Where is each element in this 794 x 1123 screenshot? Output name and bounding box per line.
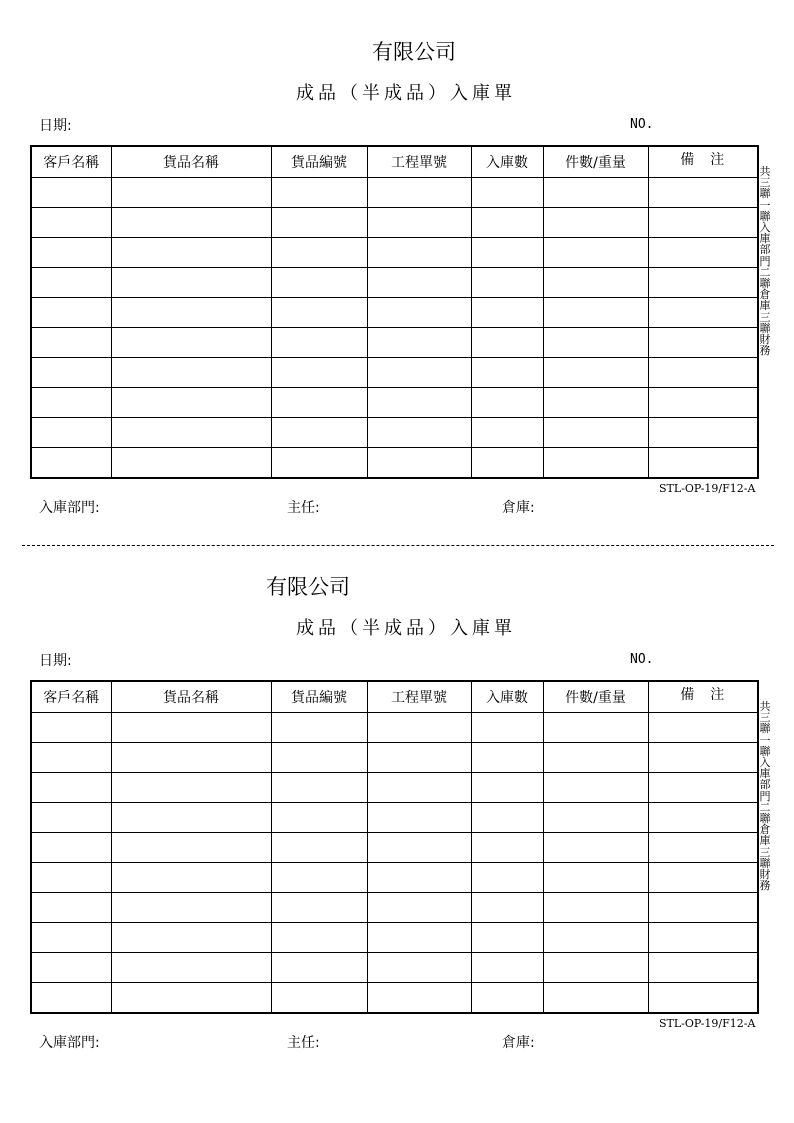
- table-cell[interactable]: [271, 983, 367, 1014]
- table-cell[interactable]: [471, 953, 543, 983]
- table-cell[interactable]: [111, 358, 271, 388]
- document-code: STL-OP-19/F12-A: [659, 482, 756, 495]
- table-cell[interactable]: [31, 983, 111, 1014]
- table-row: [31, 953, 758, 983]
- column-header-customer: 客戶名稱: [31, 146, 111, 178]
- table-cell[interactable]: [111, 328, 271, 358]
- table-cell[interactable]: [471, 803, 543, 833]
- table-cell[interactable]: [271, 418, 367, 448]
- table-cell[interactable]: [543, 238, 648, 268]
- table-cell[interactable]: [271, 358, 367, 388]
- table-row: [31, 743, 758, 773]
- date-label: 日期:: [39, 118, 72, 134]
- table-cell[interactable]: [471, 388, 543, 418]
- column-header-item-number: 貨品編號: [271, 681, 367, 713]
- table-cell[interactable]: [367, 863, 471, 893]
- table-cell[interactable]: [471, 208, 543, 238]
- table-cell[interactable]: [271, 268, 367, 298]
- table-cell[interactable]: [648, 208, 758, 238]
- table-cell[interactable]: [367, 418, 471, 448]
- table-row: [31, 803, 758, 833]
- table-row: [31, 328, 758, 358]
- table-row: [31, 418, 758, 448]
- table-cell[interactable]: [111, 923, 271, 953]
- table-cell[interactable]: [271, 388, 367, 418]
- table-row: [31, 833, 758, 863]
- table-cell[interactable]: [471, 178, 543, 208]
- column-header-customer: 客戶名稱: [31, 681, 111, 713]
- table-cell[interactable]: [271, 448, 367, 479]
- table-cell[interactable]: [648, 743, 758, 773]
- form-title: 成品（半成品）入庫單: [296, 83, 516, 104]
- table-cell[interactable]: [31, 388, 111, 418]
- signature-warehouse-label: 倉庫:: [502, 1035, 535, 1051]
- table-cell[interactable]: [471, 298, 543, 328]
- table-cell[interactable]: [111, 743, 271, 773]
- table-cell[interactable]: [367, 388, 471, 418]
- table-cell[interactable]: [648, 268, 758, 298]
- table-cell[interactable]: [471, 448, 543, 479]
- table-cell[interactable]: [648, 983, 758, 1014]
- table-cell[interactable]: [367, 358, 471, 388]
- table-cell[interactable]: [367, 448, 471, 479]
- column-header-item-name: 貨品名稱: [111, 681, 271, 713]
- table-cell[interactable]: [543, 298, 648, 328]
- company-name: 有限公司: [266, 575, 350, 599]
- warehouse-receipt-form-2: [0, 535, 794, 1065]
- table-cell[interactable]: [111, 983, 271, 1014]
- table-cell[interactable]: [471, 893, 543, 923]
- table-cell[interactable]: [111, 418, 271, 448]
- table-row: [31, 448, 758, 479]
- table-cell[interactable]: [543, 713, 648, 743]
- table-cell[interactable]: [31, 418, 111, 448]
- column-header-pieces-weight: 件數/重量: [543, 146, 648, 178]
- column-header-pieces-weight: 件數/重量: [543, 681, 648, 713]
- table-row: [31, 863, 758, 893]
- copy-distribution-note: 共三聯一聯入庫部門二聯倉庫三聯財務: [759, 700, 771, 893]
- table-cell[interactable]: [471, 713, 543, 743]
- table-cell[interactable]: [648, 833, 758, 863]
- table-cell[interactable]: [111, 238, 271, 268]
- table-cell[interactable]: [111, 298, 271, 328]
- table-cell[interactable]: [543, 983, 648, 1014]
- number-label: NO.: [630, 652, 654, 667]
- column-header-work-order: 工程單號: [367, 146, 471, 178]
- column-header-remarks: 備 注: [648, 681, 758, 713]
- number-label: NO.: [630, 117, 654, 132]
- table-cell[interactable]: [543, 358, 648, 388]
- signature-supervisor-label: 主任:: [287, 500, 320, 516]
- table-cell[interactable]: [543, 803, 648, 833]
- table-cell[interactable]: [543, 328, 648, 358]
- table-cell[interactable]: [271, 328, 367, 358]
- column-header-remarks: 備 注: [648, 146, 758, 178]
- table-cell[interactable]: [271, 923, 367, 953]
- table-cell[interactable]: [367, 773, 471, 803]
- table-cell[interactable]: [543, 773, 648, 803]
- table-cell[interactable]: [111, 713, 271, 743]
- document-code: STL-OP-19/F12-A: [659, 1017, 756, 1030]
- table-cell[interactable]: [648, 328, 758, 358]
- table-cell[interactable]: [543, 178, 648, 208]
- table-cell[interactable]: [367, 953, 471, 983]
- table-cell[interactable]: [271, 178, 367, 208]
- signature-dept-label: 入庫部門:: [39, 500, 100, 516]
- table-cell[interactable]: [648, 178, 758, 208]
- table-cell[interactable]: [648, 418, 758, 448]
- table-cell[interactable]: [271, 863, 367, 893]
- table-cell[interactable]: [367, 178, 471, 208]
- table-cell[interactable]: [367, 983, 471, 1014]
- table-cell[interactable]: [543, 923, 648, 953]
- table-row: [31, 268, 758, 298]
- table-row: [31, 178, 758, 208]
- table-cell[interactable]: [648, 863, 758, 893]
- table-row: [31, 388, 758, 418]
- table-cell[interactable]: [471, 358, 543, 388]
- table-cell[interactable]: [367, 893, 471, 923]
- table-cell[interactable]: [31, 803, 111, 833]
- table-cell[interactable]: [648, 448, 758, 479]
- table-cell[interactable]: [367, 743, 471, 773]
- table-cell[interactable]: [543, 268, 648, 298]
- table-cell[interactable]: [471, 863, 543, 893]
- table-cell[interactable]: [471, 743, 543, 773]
- column-header-quantity: 入庫數: [471, 681, 543, 713]
- table-cell[interactable]: [31, 358, 111, 388]
- table-cell[interactable]: [367, 923, 471, 953]
- signature-warehouse-label: 倉庫:: [502, 500, 535, 516]
- receipt-table: [30, 680, 759, 1014]
- table-cell[interactable]: [471, 923, 543, 953]
- table-cell[interactable]: [31, 893, 111, 923]
- table-row: [31, 893, 758, 923]
- table-cell[interactable]: [31, 208, 111, 238]
- table-cell[interactable]: [543, 893, 648, 923]
- table-cell[interactable]: [271, 298, 367, 328]
- table-cell[interactable]: [648, 953, 758, 983]
- table-cell[interactable]: [31, 268, 111, 298]
- table-header-row: [31, 146, 758, 178]
- table-cell[interactable]: [648, 358, 758, 388]
- table-cell[interactable]: [543, 743, 648, 773]
- copy-distribution-note: 共三聯一聯入庫部門二聯倉庫三聯財務: [759, 165, 771, 358]
- table-cell[interactable]: [648, 773, 758, 803]
- table-row: [31, 358, 758, 388]
- table-cell[interactable]: [31, 713, 111, 743]
- table-row: [31, 208, 758, 238]
- table-cell[interactable]: [31, 238, 111, 268]
- table-cell[interactable]: [471, 238, 543, 268]
- signature-supervisor-label: 主任:: [287, 1035, 320, 1051]
- table-cell[interactable]: [31, 743, 111, 773]
- table-cell[interactable]: [367, 268, 471, 298]
- table-cell[interactable]: [648, 803, 758, 833]
- table-cell[interactable]: [111, 208, 271, 238]
- table-cell[interactable]: [543, 863, 648, 893]
- table-cell[interactable]: [543, 953, 648, 983]
- table-cell[interactable]: [367, 328, 471, 358]
- table-cell[interactable]: [31, 923, 111, 953]
- table-cell[interactable]: [111, 833, 271, 863]
- warehouse-receipt-form-1: [0, 0, 794, 530]
- form-title: 成品（半成品）入庫單: [296, 618, 516, 639]
- column-header-quantity: 入庫數: [471, 146, 543, 178]
- table-cell[interactable]: [648, 713, 758, 743]
- table-cell[interactable]: [31, 953, 111, 983]
- table-cell[interactable]: [648, 238, 758, 268]
- table-row: [31, 923, 758, 953]
- table-cell[interactable]: [543, 418, 648, 448]
- table-cell[interactable]: [111, 388, 271, 418]
- table-cell[interactable]: [471, 268, 543, 298]
- table-cell[interactable]: [111, 268, 271, 298]
- signature-dept-label: 入庫部門:: [39, 1035, 100, 1051]
- table-cell[interactable]: [367, 803, 471, 833]
- table-cell[interactable]: [543, 388, 648, 418]
- table-cell[interactable]: [31, 863, 111, 893]
- table-cell[interactable]: [648, 893, 758, 923]
- table-cell[interactable]: [471, 983, 543, 1014]
- table-row: [31, 238, 758, 268]
- table-cell[interactable]: [31, 328, 111, 358]
- table-cell[interactable]: [271, 743, 367, 773]
- table-cell[interactable]: [271, 953, 367, 983]
- table-cell[interactable]: [31, 448, 111, 479]
- table-cell[interactable]: [111, 448, 271, 479]
- table-cell[interactable]: [111, 863, 271, 893]
- table-cell[interactable]: [271, 208, 367, 238]
- table-cell[interactable]: [31, 773, 111, 803]
- table-cell[interactable]: [471, 418, 543, 448]
- table-cell[interactable]: [367, 713, 471, 743]
- table-cell[interactable]: [648, 923, 758, 953]
- table-cell[interactable]: [543, 208, 648, 238]
- table-cell[interactable]: [111, 803, 271, 833]
- table-cell[interactable]: [471, 773, 543, 803]
- table-cell[interactable]: [31, 178, 111, 208]
- table-cell[interactable]: [367, 238, 471, 268]
- date-label: 日期:: [39, 653, 72, 669]
- company-name: 有限公司: [372, 40, 456, 64]
- table-cell[interactable]: [271, 238, 367, 268]
- table-row: [31, 773, 758, 803]
- table-cell[interactable]: [543, 833, 648, 863]
- table-cell[interactable]: [111, 178, 271, 208]
- table-cell[interactable]: [271, 713, 367, 743]
- column-header-item-number: 貨品編號: [271, 146, 367, 178]
- table-cell[interactable]: [367, 833, 471, 863]
- table-cell[interactable]: [31, 298, 111, 328]
- receipt-table: [30, 145, 759, 479]
- table-cell[interactable]: [111, 953, 271, 983]
- table-cell[interactable]: [648, 298, 758, 328]
- column-header-item-name: 貨品名稱: [111, 146, 271, 178]
- table-header-row: [31, 681, 758, 713]
- table-cell[interactable]: [648, 388, 758, 418]
- table-cell[interactable]: [111, 773, 271, 803]
- table-cell[interactable]: [471, 328, 543, 358]
- column-header-work-order: 工程單號: [367, 681, 471, 713]
- table-cell[interactable]: [367, 298, 471, 328]
- table-row: [31, 713, 758, 743]
- table-cell[interactable]: [471, 833, 543, 863]
- table-cell[interactable]: [271, 773, 367, 803]
- table-cell[interactable]: [271, 833, 367, 863]
- table-cell[interactable]: [111, 893, 271, 923]
- table-row: [31, 298, 758, 328]
- table-cell[interactable]: [31, 833, 111, 863]
- table-cell[interactable]: [271, 893, 367, 923]
- table-cell[interactable]: [543, 448, 648, 479]
- table-cell[interactable]: [367, 208, 471, 238]
- table-row: [31, 983, 758, 1014]
- table-cell[interactable]: [271, 803, 367, 833]
